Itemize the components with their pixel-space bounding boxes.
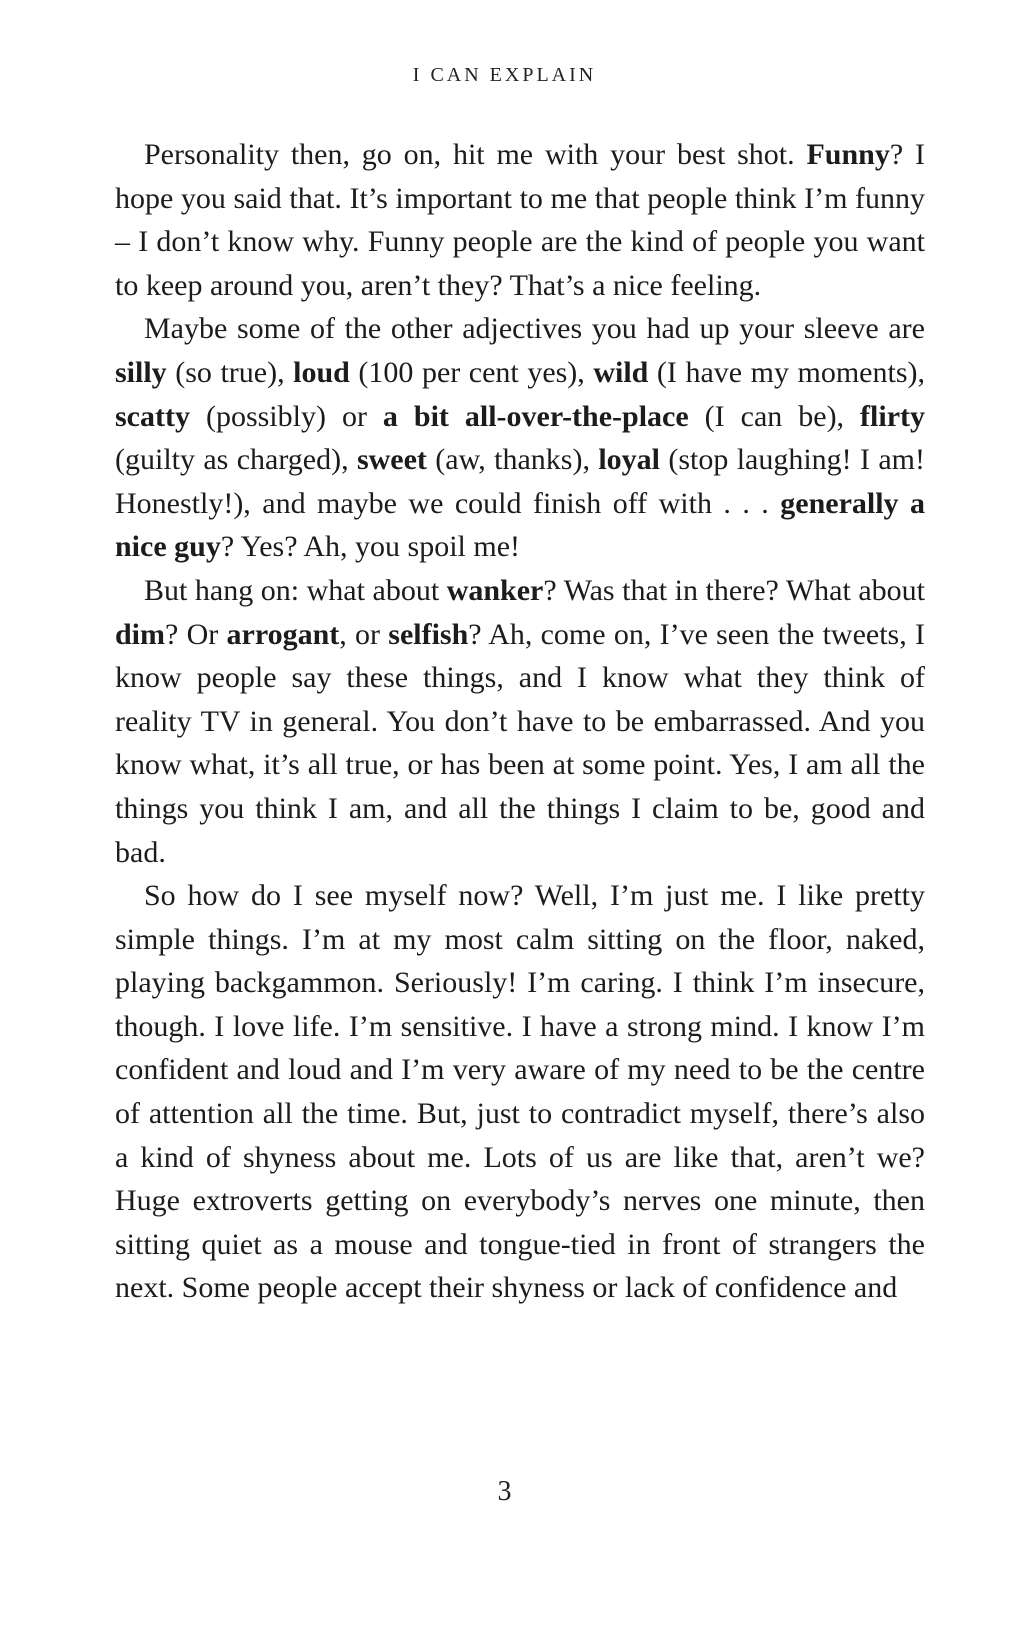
bold-term: loyal	[598, 443, 660, 477]
text-run: Maybe some of the other adjectives you had up your sleeve are	[144, 312, 925, 346]
bold-term: arrogant	[226, 617, 340, 651]
text-run: ? Ah, come on, I’ve seen the tweets, I know people say these things, and I know what they think of reality TV in general. You don’t have to be embarrassed. And you know what, it’s all true, or has been at some point. Yes, I am all the things you think I am, and all the things I claim to be, good and bad.	[115, 617, 925, 869]
text-run: ? Or	[165, 617, 227, 651]
text-run: (I have my moments),	[648, 355, 925, 389]
text-run: (aw, thanks),	[426, 443, 599, 477]
text-run: So how do I see myself now? Well, I’m just me. I like pretty simple things. I’m at my most calm sitting on the floor, naked, playing backgammon. Seriously! I’m caring. I think I’m insecure, though. I love life. I’m sensitive. I have a strong mind. I know I’m confident and loud and I’m very aware of my need to be the centre of attention all the time. But, just to contradict myself, there’s also a kind of shyness about me. Lots of us are like that, aren’t we? Huge extroverts getting on everybody’s nerves one minute, then sitting quiet as a mouse and tongue-tied in front of strangers the next. Some people accept their shyness or lack of confidence and	[115, 879, 925, 1305]
text-run: (so true),	[166, 355, 294, 389]
text-run: But hang on: what about	[144, 573, 447, 607]
running-head: I CAN EXPLAIN	[412, 64, 597, 86]
paragraph	[115, 307, 925, 569]
text-run: (guilty as charged),	[115, 443, 357, 477]
bold-term: selfish	[388, 617, 469, 651]
text-run: , or	[339, 617, 389, 651]
text-run: ? I hope you said that. It’s important to me that people think I’m funny – I don’t know why. Funny people are the kind of people you want to keep around you, aren’t they? That’s a nice feeling.	[115, 138, 925, 302]
bold-term: scatty	[115, 399, 190, 433]
body-text	[115, 133, 925, 1310]
bold-term: wanker	[446, 573, 544, 607]
text-run: (100 per cent yes),	[349, 355, 594, 389]
bold-term: wild	[593, 355, 649, 389]
text-run: ? Yes? Ah, you spoil me!	[220, 530, 521, 564]
bold-term: Funny	[806, 138, 890, 171]
paragraph	[115, 874, 925, 1310]
bold-term: silly	[115, 355, 167, 389]
text-run: Personality then, go on, hit me with your best shot.	[144, 138, 807, 171]
bold-term: flirty	[860, 399, 926, 433]
text-run: (possibly) or	[189, 399, 383, 433]
bold-term: dim	[115, 617, 166, 651]
bold-term: generally a nice guy	[115, 486, 925, 564]
text-run: (stop laughing! I am! Honestly!), and maybe we could finish off with . . .	[115, 443, 926, 520]
text-run: (I can be),	[688, 399, 861, 433]
paragraph	[115, 569, 925, 874]
page-number: 3	[497, 1476, 512, 1507]
text-run: ? Was that in there? What about	[543, 573, 925, 607]
paragraph	[115, 133, 925, 307]
bold-term: loud	[293, 355, 350, 389]
bold-term: a bit all-over-the-place	[382, 399, 689, 433]
bold-term: sweet	[356, 443, 427, 477]
